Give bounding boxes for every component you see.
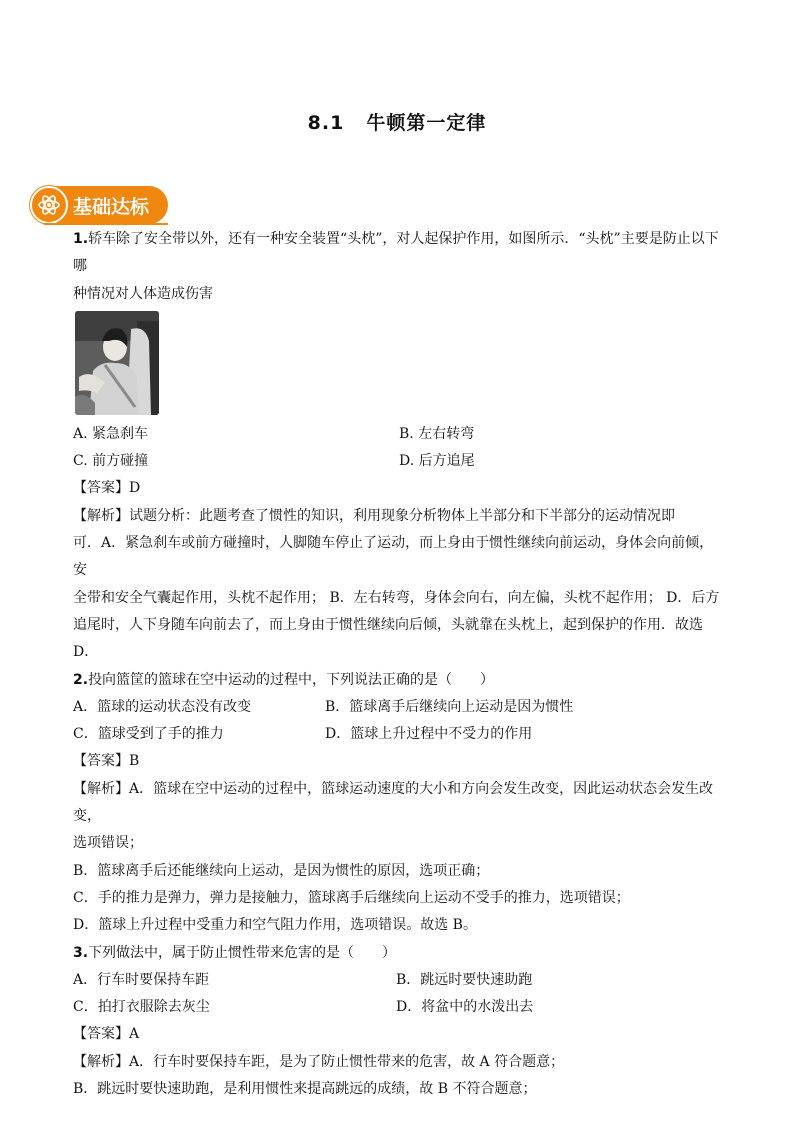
q1-stem-cont: 种情况对人体造成伤害 — [73, 285, 213, 302]
q2-option-d: D．篮球上升过程中不受力的作用 — [325, 726, 533, 743]
q1-answer: 【答案】D — [73, 480, 141, 497]
section-badge — [30, 186, 168, 224]
q2-stem: 2.投向篮筐的篮球在空中运动的过程中，下列说法正确的是（ ） — [73, 671, 495, 688]
badge-label: 基础达标 — [73, 196, 150, 218]
q1-analysis-line: D． — [73, 644, 99, 661]
q2-analysis-line: 选项错误； — [73, 835, 143, 852]
q2-option-c: C．篮球受到了手的推力 — [73, 726, 224, 743]
q1-stem: 1.轿车除了安全带以外，还有一种安全装置“头枕”，对人起保护作用，如图所示．“头枕”主要是防止以下哪 — [73, 231, 719, 275]
q2-option-a: A．篮球的运动状态没有改变 — [73, 698, 252, 715]
document-body — [73, 226, 725, 1103]
q3-option-c: C．拍打衣服除去灰尘 — [73, 999, 210, 1016]
q1-analysis-line: 全带和安全气囊起作用，头枕不起作用； B．左右转弯，身体会向右，向左偏，头枕不起作用； D．后方 — [73, 589, 720, 606]
q3-option-a: A．行车时要保持车距 — [73, 971, 210, 988]
headrest-photo — [75, 311, 159, 415]
section-number: 8.1 — [307, 112, 345, 134]
badge-underline — [44, 223, 168, 225]
q3-option-d: D．将盆中的水泼出去 — [396, 999, 534, 1016]
q3-analysis-line: B．跳远时要快速助跑，是利用惯性来提高跳远的成绩，故 B 不符合题意； — [73, 1081, 537, 1098]
q1-options — [73, 421, 725, 476]
q2-answer: 【答案】B — [73, 753, 140, 770]
q1-option-d: D. 后方追尾 — [399, 453, 475, 470]
q1-analysis-line: 可．A．紧急刹车或前方碰撞时，人脚随车停止了运动，而上身由于惯性继续向前运动，身体会向前倾，安 — [73, 535, 714, 579]
q1-option-b: B. 左右转弯 — [399, 425, 475, 442]
q3-option-b: B．跳远时要快速助跑 — [396, 971, 533, 988]
q2-analysis-line: C．手的推力是弹力，弹力是接触力，篮球离手后继续向上运动不受手的推力，选项错误； — [73, 889, 630, 906]
section-title: 牛顿第一定律 — [366, 112, 487, 134]
q1-option-a: A. 紧急刹车 — [73, 425, 149, 442]
q2-options — [73, 694, 725, 749]
q3-answer: 【答案】A — [73, 1026, 140, 1043]
q2-analysis-line: D．篮球上升过程中受重力和空气阻力作用，选项错误。故选 B。 — [73, 917, 477, 934]
q2-analysis-line: B．篮球离手后还能继续向上运动，是因为惯性的原因，选项正确； — [73, 862, 490, 879]
q3-options — [73, 967, 725, 1022]
q3-stem: 3.下列做法中，属于防止惯性带来危害的是（ ） — [73, 944, 397, 961]
q2-analysis-line: 【解析】A．篮球在空中运动的过程中，篮球运动速度的大小和方向会发生改变，因此运动状态会发生改变， — [73, 780, 714, 825]
page-title — [0, 108, 794, 135]
q1-option-c: C. 前方碰撞 — [73, 453, 149, 470]
q3-analysis-line: 【解析】A．行车时要保持车距，是为了防止惯性带来的危害，故 A 符合题意； — [73, 1053, 565, 1070]
q1-analysis-line: 【解析】试题分析：此题考查了惯性的知识，利用现象分析物体上半部分和下半部分的运动情况即 — [73, 507, 675, 524]
q1-analysis-line: 追尾时，人下身随车向前去了，而上身由于惯性继续向后倾，头就靠在头枕上，起到保护的作用．故选 — [73, 616, 703, 633]
q2-option-b: B．篮球离手后继续向上运动是因为惯性 — [325, 698, 574, 715]
atom-icon — [30, 186, 68, 224]
